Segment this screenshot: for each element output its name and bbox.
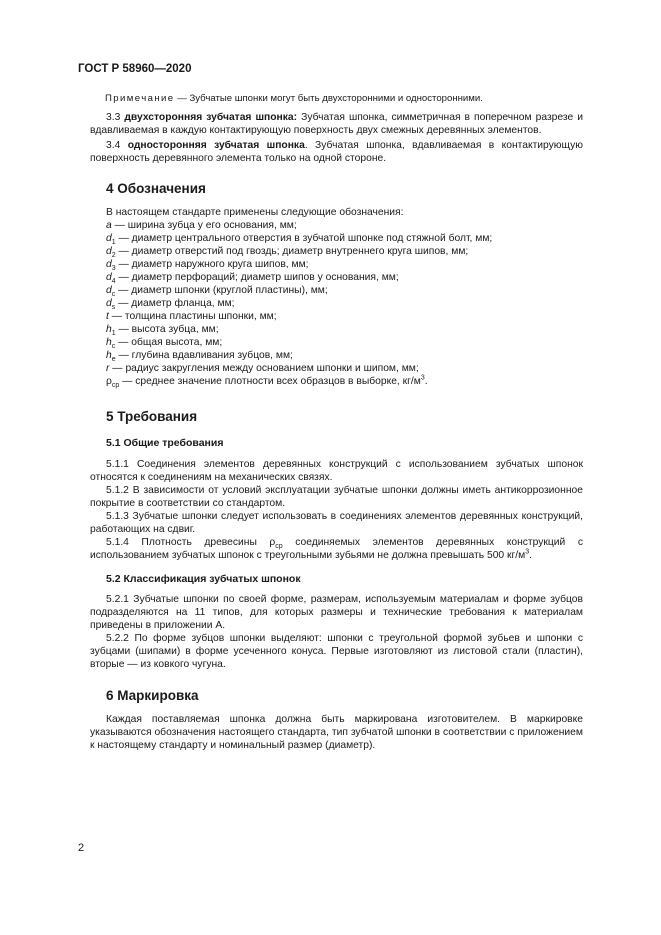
term-definition: . Зубчатая шпонка, вдавливаемая в контактирующую поверхность деревянного элемента только на одной стороне. [90,140,583,164]
clause-5-1-2: 5.1.2 В зависимости от условий эксплуатации зубчатые шпонки должны иметь антикоррозионное покрытие в соответствии со стандартом. [90,485,583,509]
clause-5-1-3: 5.1.3 Зубчатые шпонки следует использовать в соединениях элементов деревянных конструкций, работающих на сдвиг. [90,511,583,535]
term-number: 3.4 [106,140,121,151]
clause-5-1-4: 5.1.4 Плотность древесины $\rho_{ср}$ соединяемых элементов деревянных конструкций с использованием зубчатых шпонок с треугольными зубьями не должна превышать 500 $кг/м^3$. [90,537,583,561]
symbol-item: $h_c$ — общая высота, мм; [106,337,223,351]
note [105,93,483,104]
section-5-title: 5 Требования [106,409,198,424]
document-header: ГОСТ Р 58960—2020 [78,63,192,75]
symbol-item: $d_c$ — диаметр шпонки (круглой пластины), мм; [106,285,328,299]
term-number: 3.3 [106,112,121,123]
symbols-list [106,206,492,388]
term-3-4 [90,139,583,165]
term-name: односторонняя зубчатая шпонка [127,140,305,151]
symbol-item: $d_s$ — диаметр фланца, мм; [106,298,235,312]
clause-5-2-2: 5.2.2 По форме зубцов шпонки выделяют: шпонки с треугольной формой зубьев и шпонки с зубцами (шипами) в форме усеченного конуса. Первые изготовляют из листовой стали (пластин), вторые — из ковкого чугуна. [90,633,583,670]
symbol-item: $h_e$ — глубина вдавливания зубцов, мм; [106,350,293,364]
symbol-item: $h_1$ — высота зубца, мм; [106,324,219,338]
note-text: — Зубчатые шпонки могут быть двухсторонними и односторонними. [174,93,483,104]
term-3-3 [90,111,583,137]
clause-5-1-1: 5.1.1 Соединения элементов деревянных конструкций с использованием зубчатых шпонок относятся к соединениям на механических связях. [90,459,583,483]
symbol-item: $d_2$ — диаметр отверстий под гвоздь; диаметр внутреннего круга шипов, мм; [106,246,469,260]
subsection-5-2-title: 5.2 Классификация зубчатых шпонок [106,573,301,585]
section-6-title: 6 Маркировка [106,688,199,703]
term-name: двухсторонняя зубчатая шпонка: [124,112,298,123]
symbol-item: $d_3$ — диаметр наружного круга шипов, мм; [106,259,309,273]
note-label: Примечание [105,93,175,104]
page-number: 2 [78,842,85,854]
clause-5-2-1: 5.2.1 Зубчатые шпонки по своей форме, размерам, используемым материалам и форме зубцов подразделяются на 11 типов, для которых размеры и технические требования к материалам приведены в приложении А. [90,594,583,631]
section-4-title: 4 Обозначения [106,181,206,196]
symbol-item: $d_1$ — диаметр центрального отверстия в зубчатой шпонке под стяжной болт, мм; [106,233,493,247]
symbols-intro: В настоящем стандарте применены следующие обозначения: [106,207,404,218]
symbol-item: r — радиус закругления между основанием шпонки и шипом, мм; [106,363,419,374]
subsection-5-1-title: 5.1 Общие требования [106,437,224,449]
section-6-paragraph: Каждая поставляемая шпонка должна быть маркирована изготовителем. В маркировке указываются обозначения настоящего стандарта, тип зубчатой шпонки в соответствии с приложением к настоящему стандарту и номинальный размер (диаметр). [90,714,583,751]
symbol-item: a — ширина зубца у его основания, мм; [106,220,297,231]
symbol-item: $d_4$ — диаметр перфораций; диаметр шипов у основания, мм; [106,272,399,286]
symbol-item: t — толщина пластины шпонки, мм; [106,311,277,322]
symbol-item: $\rho_{ср}$ — среднее значение плотности всех образцов в выборке, $кг/м^3$. [106,374,428,390]
term-definition: Зубчатая шпонка, симметричная в поперечном разрезе и вдавливаемая в каждую контактирующую поверхность двух смежных деревянных элементов. [90,112,584,136]
